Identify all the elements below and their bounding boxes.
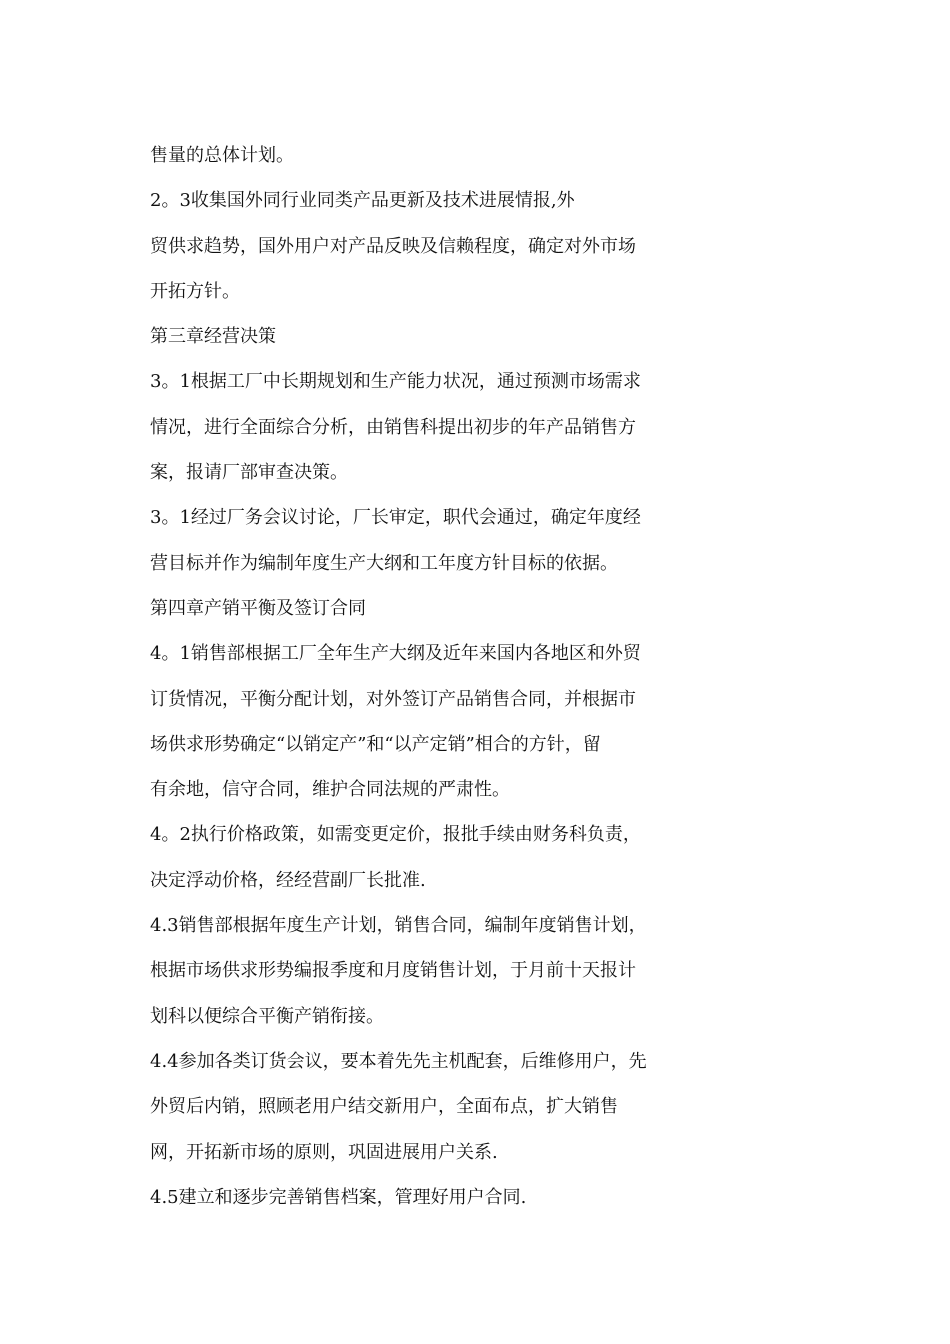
document-body <box>150 133 710 1220</box>
chapter-heading: 第四章产销平衡及签订合同 <box>150 597 366 619</box>
text-line: 订货情况，平衡分配计划，对外签订产品销售合同，并根据市 <box>150 688 636 710</box>
text-line: 3。1根据工厂中长期规划和生产能力状况，通过预测市场需求 <box>150 371 641 393</box>
text-line: 案，报请厂部审查决策。 <box>150 462 348 484</box>
text-line: 情况，进行全面综合分析，由销售科提出初步的年产品销售方 <box>150 416 636 438</box>
chapter-heading: 第三章经营决策 <box>150 326 276 348</box>
text-line: 贸供求趋势，国外用户对产品反映及信赖程度，确定对外市场 <box>150 235 636 257</box>
text-line: 4.4参加各类订货会议，要本着先先主机配套，后维修用户，先 <box>150 1050 647 1072</box>
text-line: 有余地，信守合同，维护合同法规的严肃性。 <box>150 779 510 801</box>
text-line: 开拓方针。 <box>150 280 240 302</box>
text-line: 4。1销售部根据工厂全年生产大纲及近年来国内各地区和外贸 <box>150 643 641 665</box>
text-line: 3。1经过厂务会议讨论，厂长审定，职代会通过，确定年度经 <box>150 507 641 529</box>
text-line: 4。2执行价格政策，如需变更定价，报批手续由财务科负责， <box>150 824 641 846</box>
text-line: 网，开拓新市场的原则，巩固进展用户关系. <box>150 1141 498 1163</box>
text-line: 营目标并作为编制年度生产大纲和工年度方针目标的依据。 <box>150 552 618 574</box>
text-line: 根据市场供求形势编报季度和月度销售计划，于月前十天报计 <box>150 960 636 982</box>
text-line: 4.3销售部根据年度生产计划，销售合同，编制年度销售计划， <box>150 915 647 937</box>
text-line: 决定浮动价格，经经营副厂长批准. <box>150 869 426 891</box>
text-line: 场供求形势确定“以销定产”和“以产定销”相合的方针，留 <box>150 733 601 755</box>
text-line: 划科以便综合平衡产销衔接。 <box>150 1005 384 1027</box>
text-line: 售量的总体计划。 <box>150 145 294 166</box>
text-line: 4.5建立和逐步完善销售档案，管理好用户合同. <box>150 1186 527 1208</box>
text-line: 外贸后内销，照顾老用户结交新用户，全面布点，扩大销售 <box>150 1096 618 1118</box>
text-line: 2。3收集国外同行业同类产品更新及技术进展情报,外 <box>150 190 575 212</box>
